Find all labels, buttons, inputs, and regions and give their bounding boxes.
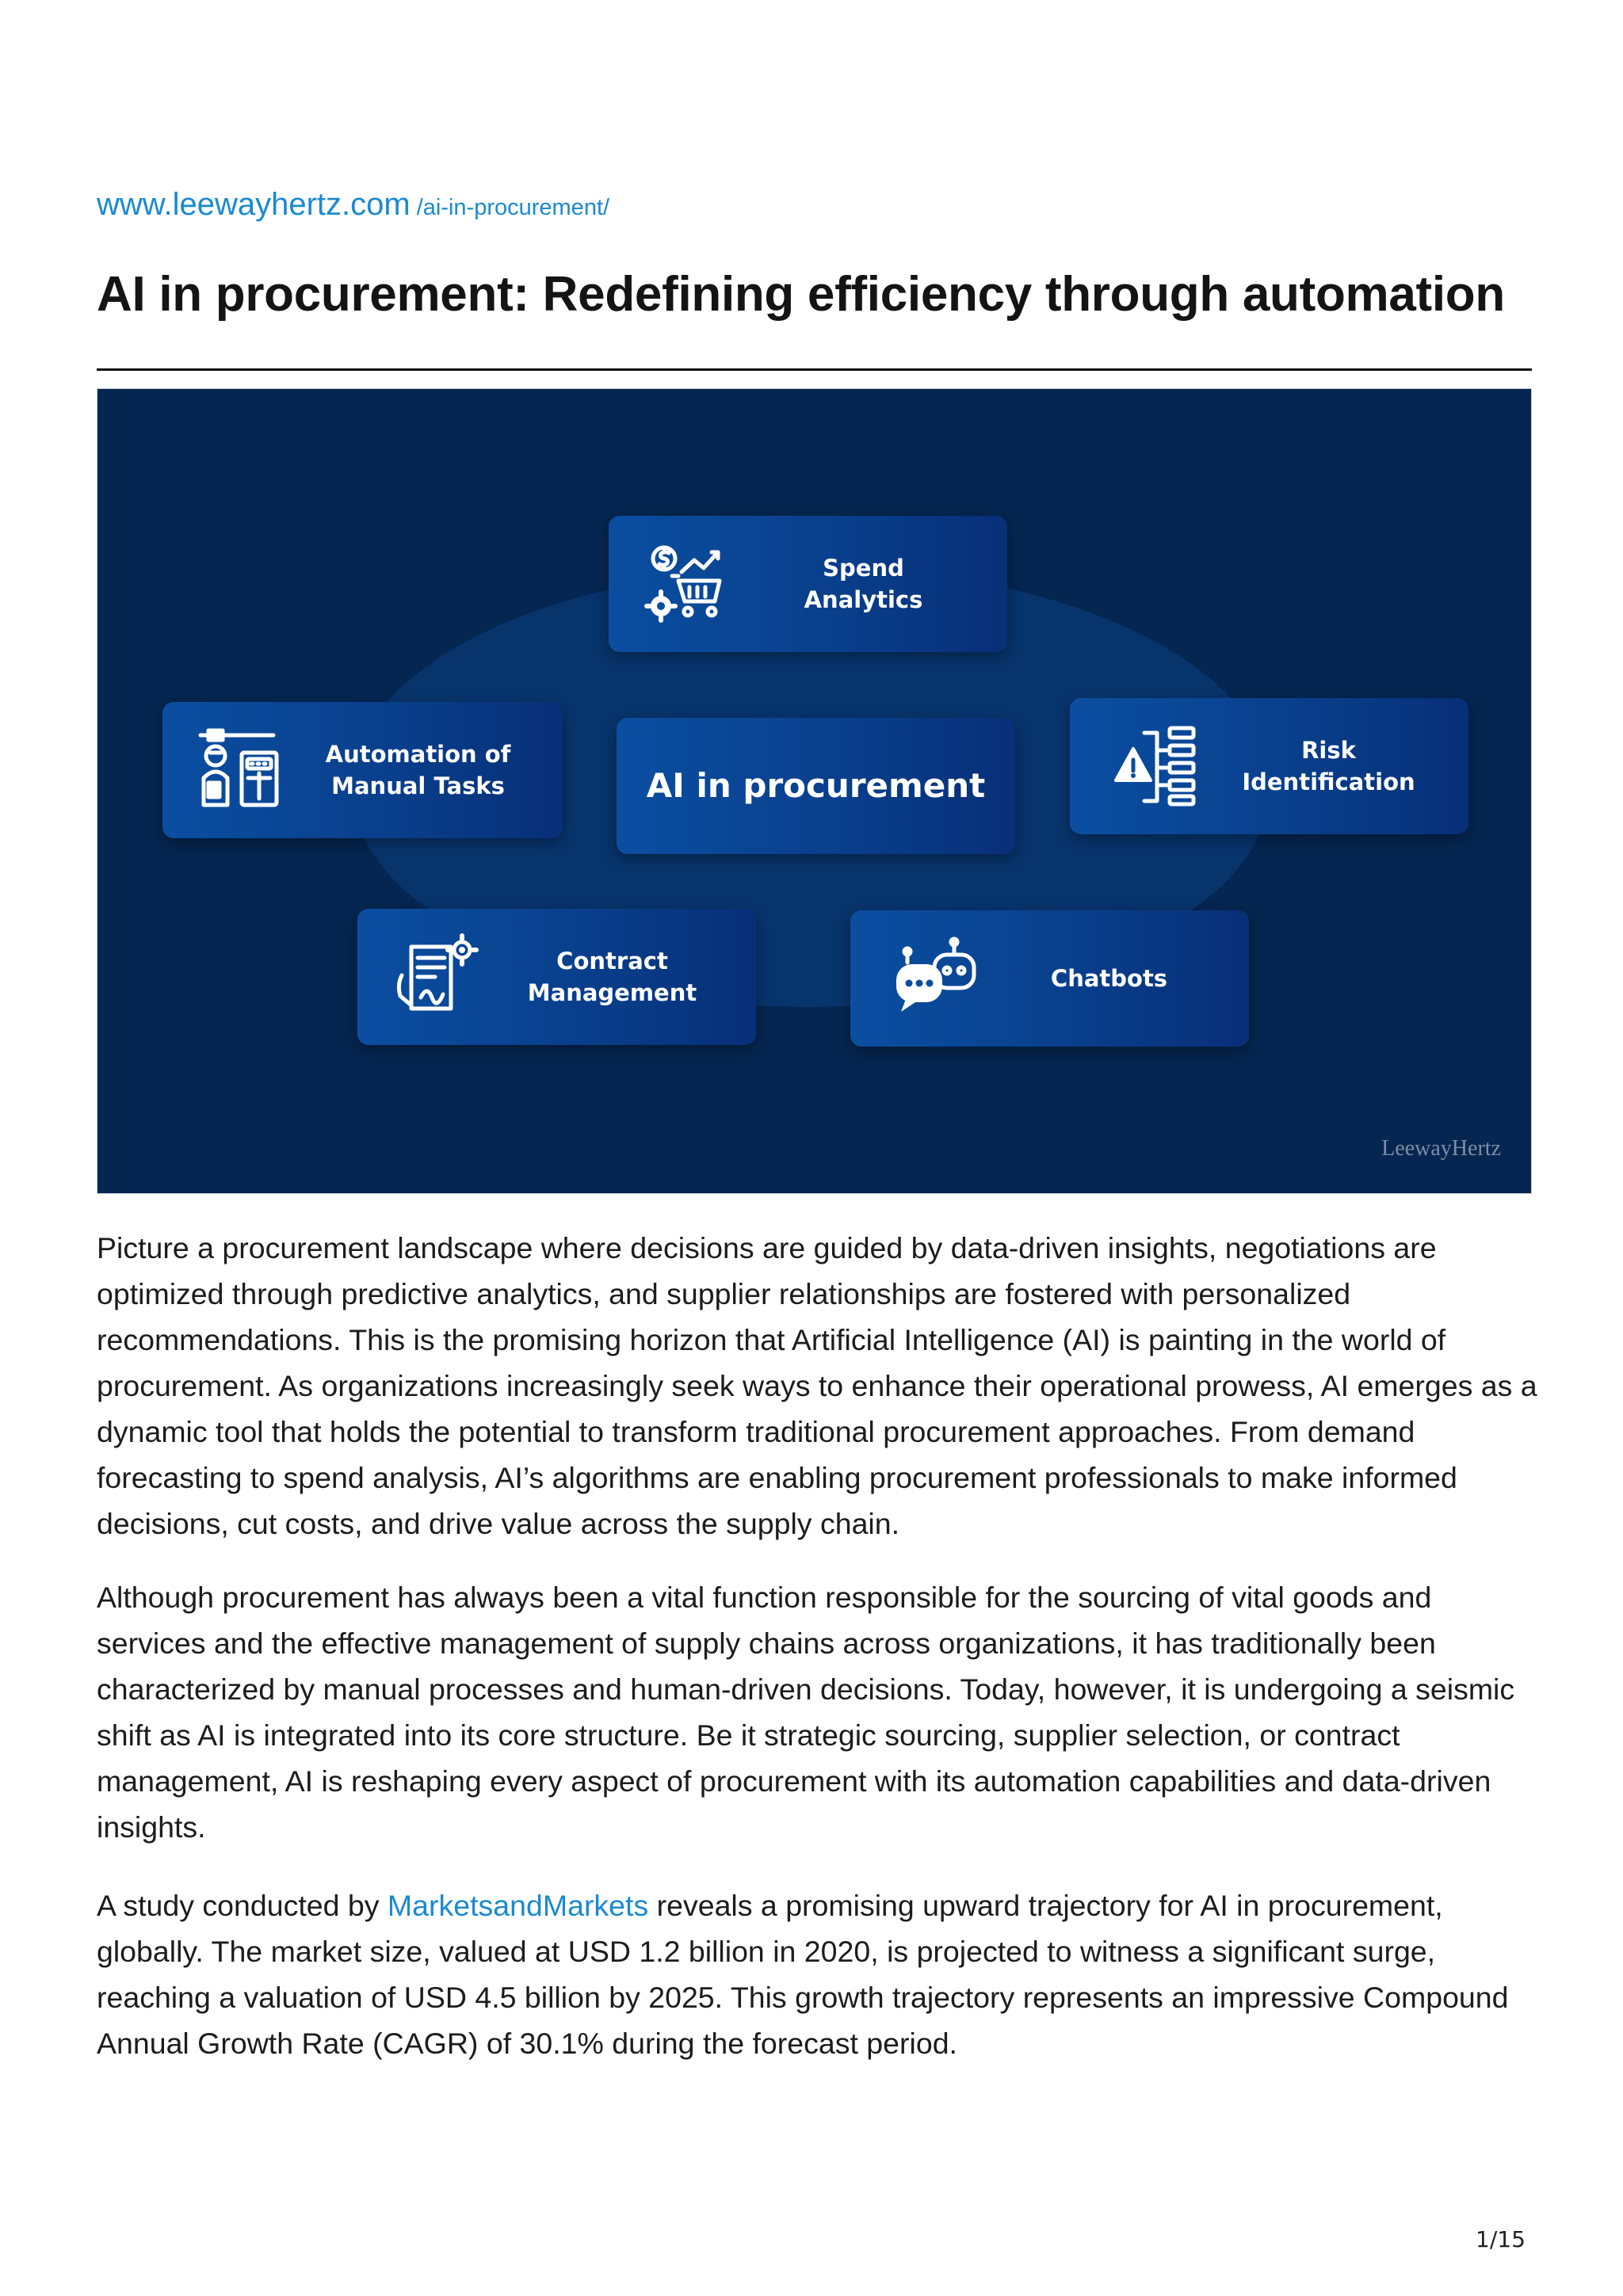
hero-figure <box>97 388 1532 1194</box>
card-risk-identification <box>1070 698 1468 834</box>
paragraph-1: Picture a procurement landscape where decisions are guided by data-driven insights, negotiations are optimized through predictive analytics, and supplier relationships are fostered with personalized recommendations. This is the promising horizon that Artificial Intelligence (AI) is painting in the world of procurement. As organizations increasingly seek ways to enhance their operational prowess, AI emerges as a dynamic tool that holds the potential to transform traditional procurement approaches. From demand forecasting to spend analysis, AI’s algorithms are enabling procurement professionals to make informed decisions, cut costs, and drive value across the supply chain. <box>97 1231 1537 1540</box>
page-title: AI in procurement: Redefining efficiency through automation <box>97 267 1505 322</box>
card-spend-analytics <box>609 516 1007 652</box>
chatbots-label: Chatbots <box>1050 965 1168 992</box>
source-url[interactable] <box>97 187 609 223</box>
spend-analytics-icon <box>640 536 735 631</box>
card-center <box>617 718 1015 854</box>
url-path[interactable]: /ai-in-procurement/ <box>416 195 610 220</box>
contract-icon <box>389 929 484 1024</box>
paragraph-3-body: reveals a promising upward trajectory for AI in procurement, globally. The market size, valued at USD 1.2 billion in 2020, is projected to witness a significant surge, reaching a valuation of USD 4.5 billion by 2025. This growth trajectory represents an impressive Compound Annual Growth Rate (CAGR) of 30.1% during the forecast period. <box>97 1889 1509 2060</box>
card-contract-management <box>357 909 756 1045</box>
url-domain[interactable]: www.leewayhertz.com <box>97 187 411 222</box>
title-divider <box>97 368 1532 371</box>
risk-warning-icon <box>1109 719 1205 814</box>
spend-analytics-label: Spend Analytics <box>804 555 923 613</box>
watermark: LeewayHertz <box>1381 1136 1501 1161</box>
automation-icon <box>194 723 289 818</box>
card-automation <box>162 702 563 838</box>
automation-label: Automation of Manual Tasks <box>325 741 511 799</box>
paragraph-3 <box>97 1882 1539 2066</box>
marketsandmarkets-link[interactable]: MarketsandMarkets <box>387 1889 649 1922</box>
center-label: AI in procurement <box>646 766 986 805</box>
paragraph-3-intro: A study conducted by <box>97 1889 388 1922</box>
paragraph-2: Although procurement has always been a vital function responsible for the sourcing of vital goods and services and the effective management of supply chains across organizations, it has traditionally been characterized by manual processes and human-driven decisions. Today, however, it is undergoing a seismic shift as AI is integrated into its core structure. Be it strategic sourcing, supplier selection, or contract management, AI is reshaping every aspect of procurement with its automation capabilities and data-driven insights. <box>97 1581 1515 1844</box>
page-number: 1/15 <box>1476 2226 1526 2252</box>
chatbot-icon <box>890 931 985 1026</box>
card-chatbots <box>850 910 1249 1047</box>
contract-management-label: Contract Management <box>527 948 697 1006</box>
risk-identification-label: Risk Identification <box>1242 737 1415 795</box>
